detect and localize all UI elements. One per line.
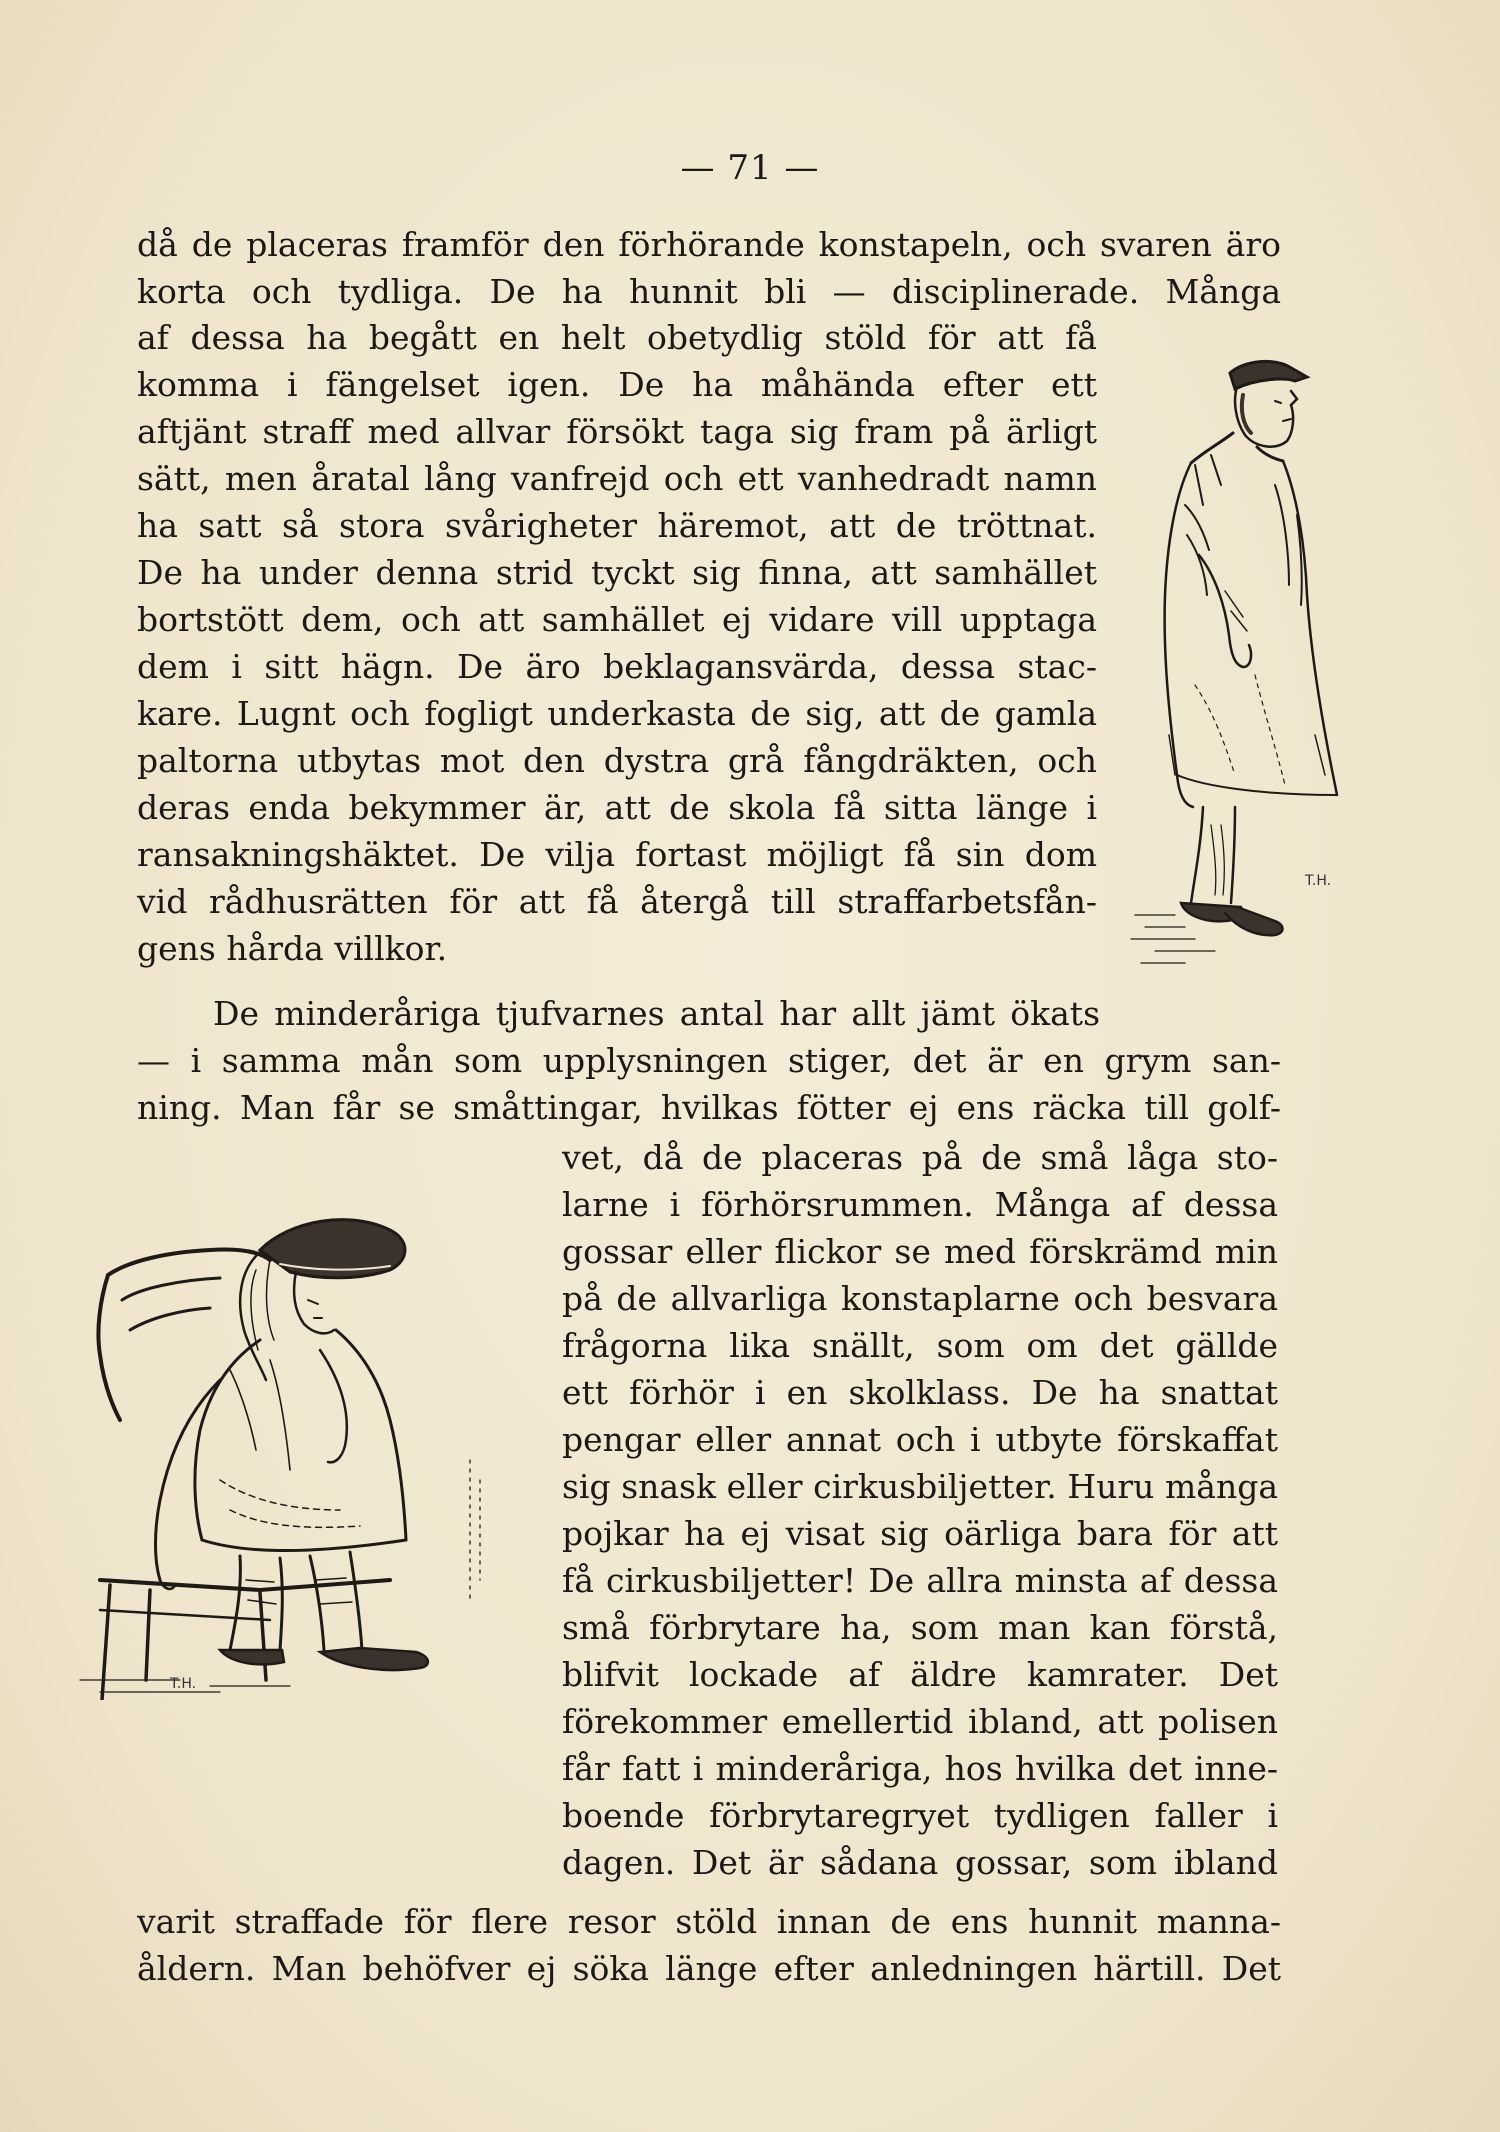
text-line: aftjänt straff med allvar försökt taga sig fram på ärligt — [137, 412, 1097, 451]
text-line: få cirkusbiljetter! De allra minsta af dessa — [562, 1561, 1278, 1600]
text-line: De minderåriga tjufvarnes antal har allt jämt ökats — [213, 994, 1100, 1033]
page-number: — 71 — — [680, 148, 820, 188]
svg-text:T.H.: T.H. — [1305, 873, 1332, 889]
svg-text:T.H.: T.H. — [170, 1676, 197, 1692]
text-line: deras enda bekymmer är, att de skola få sitta länge i — [137, 788, 1097, 827]
text-line: förekommer emellertid ibland, att polisen — [562, 1702, 1278, 1741]
text-line: varit straffade för flere resor stöld innan de ens hunnit manna- — [137, 1902, 1281, 1941]
text-line: komma i fängelset igen. De ha måhända efter ett — [137, 365, 1097, 404]
text-line: då de placeras framför den förhörande konstapeln, och svaren äro — [137, 225, 1281, 264]
text-line: gens hårda villkor. — [137, 929, 448, 968]
text-line: pengar eller annat och i utbyte förskaffat — [562, 1420, 1278, 1459]
text-line: får fatt i minderåriga, hos hvilka det inne- — [562, 1749, 1278, 1788]
text-line: korta och tydliga. De ha hunnit bli — disciplinerade. Många — [137, 272, 1281, 311]
text-line: dem i sitt hägn. De äro beklagansvärda, dessa stac- — [137, 647, 1097, 686]
text-line: kare. Lugnt och fogligt underkasta de sig, att de gamla — [137, 694, 1097, 733]
text-line: ning. Man får se småttingar, hvilkas fötter ej ens räcka till golf- — [137, 1088, 1281, 1127]
child-illustration — [60, 1180, 520, 1700]
text-line: bortstött dem, och att samhället ej vidare vill upptaga — [137, 600, 1097, 639]
text-line: af dessa ha begått en helt obetydlig stöld för att få — [137, 318, 1097, 357]
text-line: De ha under denna strid tyckt sig finna, att samhället — [137, 553, 1097, 592]
text-line: små förbrytare ha, som man kan förstå, — [562, 1608, 1278, 1647]
text-line: paltorna utbytas mot den dystra grå fångdräkten, och — [137, 741, 1097, 780]
text-line: dagen. Det är sådana gossar, som ibland — [562, 1843, 1278, 1882]
text-line: sig snask eller cirkusbiljetter. Huru många — [562, 1467, 1278, 1506]
text-line: ett förhör i en skolklass. De ha snattat — [562, 1373, 1278, 1412]
text-line: pojkar ha ej visat sig oärliga bara för att — [562, 1514, 1278, 1553]
text-line: på de allvarliga konstaplarne och besvara — [562, 1279, 1278, 1318]
text-line: vid rådhusrätten för att få återgå till straffarbetsfån- — [137, 882, 1097, 921]
text-line: boende förbrytaregryet tydligen faller i — [562, 1796, 1278, 1835]
text-line: sätt, men åratal lång vanfrejd och ett vanhedradt namn — [137, 459, 1097, 498]
text-line: blifvit lockade af äldre kamrater. Det — [562, 1655, 1278, 1694]
text-line: ha satt så stora svårigheter häremot, att de tröttnat. — [137, 506, 1097, 545]
text-line: gossar eller flickor se med förskrämd min — [562, 1232, 1278, 1271]
text-line: ransakningshäktet. De vilja fortast möjligt få sin dom — [137, 835, 1097, 874]
text-line: frågorna lika snällt, som om det gällde — [562, 1326, 1278, 1365]
text-line: vet, då de placeras på de små låga sto- — [562, 1138, 1278, 1177]
text-line: — i samma mån som upplysningen stiger, det är en grym san- — [137, 1041, 1281, 1080]
man-illustration — [1125, 355, 1345, 980]
text-line: larne i förhörsrummen. Många af dessa — [562, 1185, 1278, 1224]
text-line: åldern. Man behöfver ej söka länge efter anledningen härtill. Det — [137, 1949, 1281, 1988]
